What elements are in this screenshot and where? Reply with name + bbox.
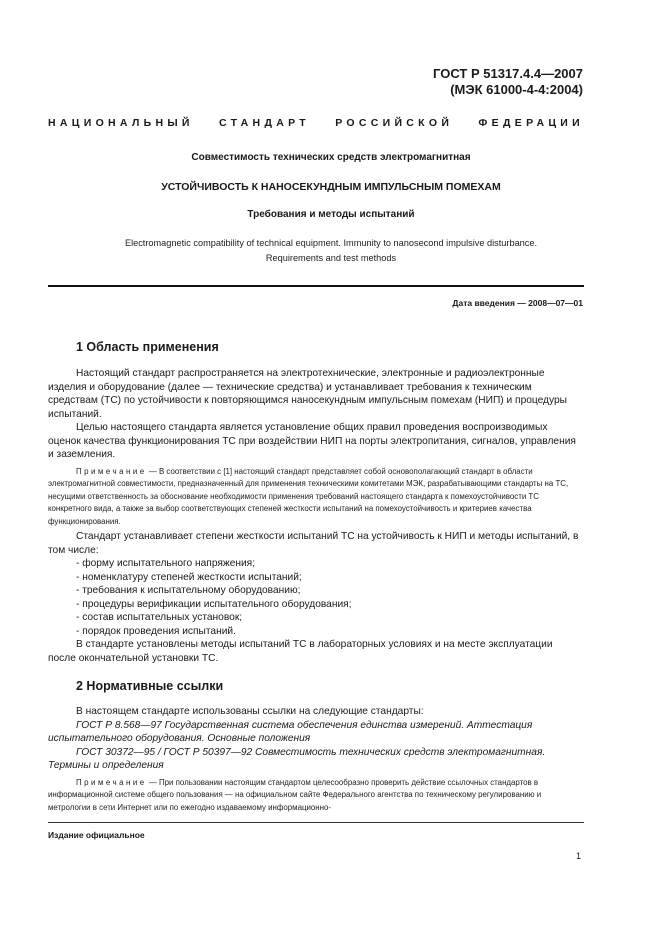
edition-label: Издание официальное: [48, 830, 145, 840]
banner-word: НАЦИОНАЛЬНЫЙ: [48, 117, 194, 129]
gost-number: ГОСТ Р 51317.4.4—2007: [433, 66, 583, 81]
list-item: - порядок проведения испытаний.: [76, 625, 236, 637]
section1-scope: [48, 530, 582, 557]
page-number: 1: [575, 851, 581, 861]
title-english: [48, 236, 614, 266]
note-text: — В соответствии с [1] настоящий стандарт представляет собой основополагающий стандарт в области электромагнитной совместимости, предназначенный для применения техническими комитетами МЭК, разрабатывающими стандарты на ТС, несущими ответственность за обоснование необходимости применения требований настоящего стандарта к помехоустойчивости ТС конкретного вида, а также за выбор соответствующих степеней жесткости испытаний на помехоустойчивость и критериев качества функционирования.: [48, 467, 569, 526]
banner-word: СТАНДАРТ: [219, 117, 310, 129]
list-item: - форму испытательного напряжения;: [76, 558, 256, 569]
paragraph: Стандарт устанавливает степени жесткости испытаний ТС на устойчивость к НИП и методы испытаний, в том числе:: [48, 531, 579, 556]
section1-body: [48, 367, 582, 462]
list-item: - состав испытательных установок;: [76, 612, 243, 623]
section-heading: 2 Нормативные ссылки: [76, 679, 224, 693]
introduction-date: Дата введения — 2008—07—01: [452, 298, 583, 308]
section1-closing: [48, 638, 582, 665]
paragraph: В настоящем стандарте использованы ссылки на следующие стандарты:: [76, 706, 424, 717]
document-code: [433, 66, 583, 98]
note: [48, 466, 582, 528]
note: [48, 777, 582, 814]
paragraph: В стандарте установлены методы испытаний ТС в лабораторных условиях и на месте эксплуатации после окончательной установки ТС.: [48, 639, 553, 664]
title-main: УСТОЙЧИВОСТЬ К НАНОСЕКУНДНЫМ ИМПУЛЬСНЫМ ПОМЕХАМ: [161, 181, 501, 193]
section-heading: 1 Область применения: [76, 340, 219, 354]
title-divider: [48, 285, 584, 287]
national-standard-banner: [48, 117, 584, 129]
list-item: - требования к испытательному оборудованию;: [76, 585, 301, 596]
normative-reference: ГОСТ Р 8.568—97 Государственная система обеспечения единства измерений. Аттестация испытательного оборудования. Основные положения: [48, 719, 533, 744]
english-title-line: Requirements and test methods: [265, 253, 397, 263]
title-compatibility: Совместимость технических средств электромагнитная: [191, 152, 471, 163]
paragraph: Целью настоящего стандарта является установление общих правил проведения воспроизводимых оценок качества функционирования ТС при воздействии НИП на порты электропитания, сигналов, управления и заземления.: [48, 422, 576, 460]
test-items-list: [76, 557, 352, 638]
note-label: Примечание: [76, 778, 147, 787]
title-requirements: Требования и методы испытаний: [247, 209, 415, 220]
footer-divider: [48, 822, 584, 823]
english-title-line: Electromagnetic compatibility of technical equipment. Immunity to nanosecond impulsive disturbance.: [124, 238, 538, 248]
list-item: - номенклатуру степеней жесткости испытаний;: [76, 571, 302, 583]
iec-number: (МЭК 61000-4-4:2004): [450, 82, 583, 97]
normative-reference: ГОСТ 30372—95 / ГОСТ Р 50397—92 Совместимость технических средств электромагнитная. Термины и определения: [48, 746, 546, 771]
banner-word: ФЕДЕРАЦИИ: [478, 117, 584, 129]
list-item: - процедуры верификации испытательного оборудования;: [76, 598, 352, 610]
note-label: Примечание: [76, 467, 147, 476]
banner-word: РОССИЙСКОЙ: [335, 117, 454, 129]
note-text: — При пользовании настоящим стандартом целесообразно проверить действие ссылочных стандартов в информационной системе общего пользования — на официальном сайте Федерального агентства по техническому регулированию и метрологии в сети Интернет или по ежегодно издаваемому информационно-: [48, 778, 542, 812]
paragraph: Настоящий стандарт распространяется на электротехнические, электронные и радиоэлектронные изделия и оборудование (далее — технические средства) и устанавливает требования к техническим средствам (ТС) по устойчивости к повторяющимся наносекундным импульсным помехам (НИП) и процедуры испытаний.: [48, 368, 567, 420]
section2-body: [48, 705, 582, 773]
